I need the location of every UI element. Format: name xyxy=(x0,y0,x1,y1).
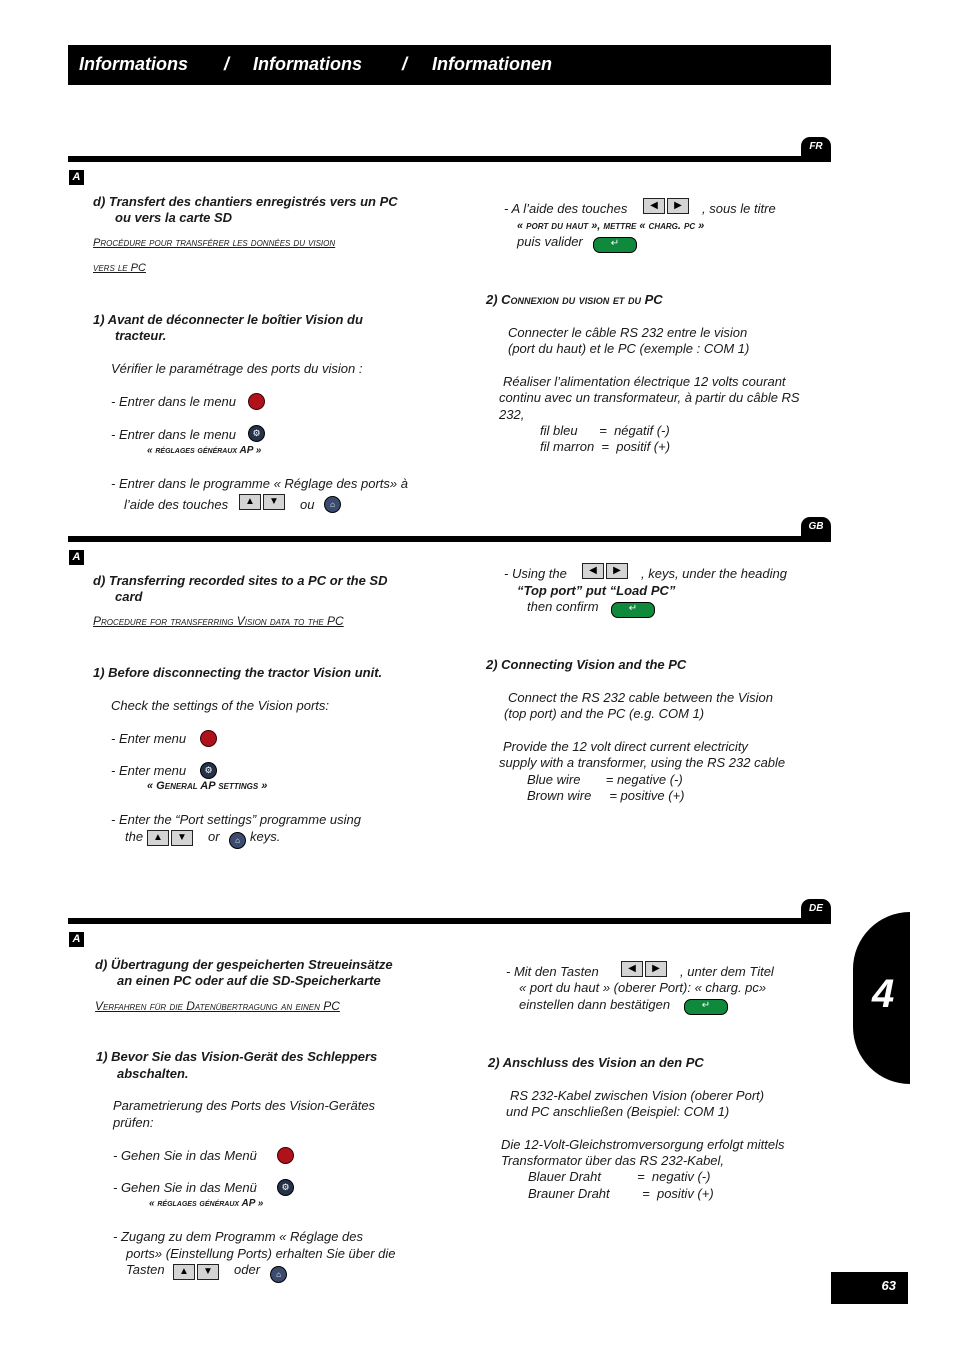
fr-title-line1: d) Transfert des chantiers enregistrés vers un PC xyxy=(93,194,398,209)
fr-wire1: fil bleu = négatif (-) xyxy=(540,423,670,438)
arrow-right-icon: ▶ xyxy=(667,198,689,214)
fr-title-line2: ou vers la carte SD xyxy=(115,210,233,225)
arrow-up-down-keys xyxy=(173,1264,219,1280)
arrow-left-right-keys xyxy=(643,198,689,214)
section-rule-fr xyxy=(68,156,831,162)
fr-wire2: fil marron = positif (+) xyxy=(540,439,671,454)
section-rule-gb xyxy=(68,536,831,542)
fr-step1-line1: 1) Avant de déconnecter le boîtier Vision du xyxy=(93,312,363,327)
de-step1-line1: 1) Bevor Sie das Vision-Gerät des Schleppers xyxy=(96,1049,378,1064)
arrow-up-down-keys xyxy=(239,494,285,510)
gb-item1: - Enter menu xyxy=(111,731,187,746)
arrow-left-icon: ◀ xyxy=(643,198,665,214)
gb-title-line1: d) Transferring recorded sites to a PC or the SD xyxy=(93,573,388,588)
lang-tag-fr: FR xyxy=(801,137,831,159)
de-r1-b: , unter dem Titel xyxy=(680,964,774,979)
marker-a-de: A xyxy=(69,932,84,947)
fr-r1-line2: « port du haut », mettre « charg. pc » xyxy=(517,220,705,232)
fr-item3-line2: l’aide des touches xyxy=(124,497,229,512)
fr-p2-line2: continu avec un transformateur, à partir du câble RS xyxy=(499,390,800,405)
gb-step1: 1) Before disconnecting the tractor Vision unit. xyxy=(93,665,383,680)
de-p2-line2: Transformator über das RS 232-Kabel, xyxy=(501,1153,725,1168)
gb-p1-line1: Connect the RS 232 cable between the Vision xyxy=(508,690,773,705)
home-icon: ⌂ xyxy=(270,1266,287,1283)
gb-item2-sub: « General AP settings » xyxy=(147,780,268,792)
gb-check-text: Check the settings of the Vision ports: xyxy=(111,698,329,713)
de-item2-sub: « réglages généraux AP » xyxy=(149,1198,264,1209)
gb-p2-line1: Provide the 12 volt direct current electricity xyxy=(503,739,748,754)
gb-item3-the: the xyxy=(125,829,144,844)
arrow-left-right-keys xyxy=(621,961,667,977)
fr-r1-b: , sous le titre xyxy=(702,201,776,216)
fr-step2: 2) Connexion du vision et du PC xyxy=(486,292,663,307)
red-menu-icon xyxy=(277,1147,294,1164)
de-p1-line1: RS 232-Kabel zwischen Vision (oberer Port) xyxy=(510,1088,765,1103)
arrow-left-right-keys xyxy=(582,563,628,579)
gb-r1-line3: then confirm xyxy=(527,599,599,614)
arrow-down-icon: ▼ xyxy=(263,494,285,510)
arrow-right-icon: ▶ xyxy=(645,961,667,977)
gb-r1-a: - Using the xyxy=(504,566,567,581)
enter-key-icon: ↵ xyxy=(611,602,655,618)
page-header xyxy=(68,45,831,85)
fr-r1-line3: puis valider xyxy=(517,234,583,249)
de-r1-line2: « port du haut » (oberer Port): « charg. pc» xyxy=(519,980,767,995)
gb-item3-or: or xyxy=(208,829,220,844)
enter-key-icon: ↵ xyxy=(684,999,728,1015)
lang-tag-de: DE xyxy=(801,899,831,921)
gb-r1-line2: “Top port” put “Load PC” xyxy=(517,583,676,598)
arrow-up-icon: ▲ xyxy=(147,830,169,846)
de-p2-line1: Die 12-Volt-Gleichstromversorgung erfolgt mittels xyxy=(501,1137,785,1152)
enter-key-icon: ↵ xyxy=(593,237,637,253)
fr-item1: - Entrer dans le menu xyxy=(111,394,237,409)
de-item3-or: oder xyxy=(234,1262,261,1277)
red-menu-icon xyxy=(248,393,265,410)
arrow-left-icon: ◀ xyxy=(582,563,604,579)
marker-a-fr: A xyxy=(69,170,84,185)
fr-check-text: Vérifier le paramétrage des ports du vision : xyxy=(111,361,363,376)
gb-p1-line2: (top port) and the PC (e.g. COM 1) xyxy=(504,706,705,721)
arrow-down-icon: ▼ xyxy=(171,830,193,846)
section-rule-de xyxy=(68,918,831,924)
gb-step2: 2) Connecting Vision and the PC xyxy=(486,657,687,672)
gb-title-line2: card xyxy=(115,589,143,604)
arrow-up-down-keys xyxy=(147,830,193,846)
de-item3-line1: - Zugang zu dem Programm « Réglage des xyxy=(113,1229,364,1244)
de-title-line1: d) Übertragung der gespeicherten Streueinsätze xyxy=(95,957,393,972)
fr-item2: - Entrer dans le menu xyxy=(111,427,237,442)
de-p1-line2: und PC anschließen (Beispiel: COM 1) xyxy=(506,1104,730,1119)
de-step1-line2: abschalten. xyxy=(117,1066,189,1081)
header-sep-1: / xyxy=(224,54,230,74)
de-r1-line3: einstellen dann bestätigen xyxy=(519,997,671,1012)
gb-procedure: Procedure for transferring Vision data to the PC xyxy=(93,614,344,628)
de-r1-a: - Mit den Tasten xyxy=(506,964,599,979)
de-procedure: Verfahren für die Datenübertragung an einen PC xyxy=(95,999,340,1013)
settings-menu-icon: ⚙ xyxy=(277,1179,294,1196)
fr-item3-or: ou xyxy=(300,497,315,512)
arrow-left-icon: ◀ xyxy=(621,961,643,977)
de-check-line2: prüfen: xyxy=(113,1115,154,1130)
de-wire2: Brauner Draht = positiv (+) xyxy=(528,1186,714,1201)
gb-item2: - Enter menu xyxy=(111,763,187,778)
lang-tag-gb: GB xyxy=(801,517,831,539)
header-title-gb: Informations xyxy=(253,54,363,74)
settings-menu-icon: ⚙ xyxy=(200,762,217,779)
fr-p2-line1: Réaliser l’alimentation électrique 12 volts courant xyxy=(503,374,786,389)
fr-procedure-line2: vers le PC xyxy=(93,262,146,274)
arrow-up-icon: ▲ xyxy=(173,1264,195,1280)
fr-procedure-line1: Procédure pour transférer les données du vision xyxy=(93,237,336,249)
page-number: 63 xyxy=(831,1272,908,1304)
fr-item2-sub: « réglages généraux AP » xyxy=(147,445,262,456)
header-sep-2: / xyxy=(402,54,408,74)
de-wire1: Blauer Draht = negativ (-) xyxy=(528,1169,711,1184)
fr-p2-line3: 232, xyxy=(499,407,525,422)
gb-wire2: Brown wire = positive (+) xyxy=(527,788,685,803)
arrow-down-icon: ▼ xyxy=(197,1264,219,1280)
chapter-number: 4 xyxy=(872,972,895,1016)
fr-p1-line1: Connecter le câble RS 232 entre le vision xyxy=(508,325,748,340)
de-item2: - Gehen Sie in das Menü xyxy=(113,1180,257,1195)
settings-menu-icon: ⚙ xyxy=(248,425,265,442)
home-icon: ⌂ xyxy=(229,832,246,849)
de-title-line2: an einen PC oder auf die SD-Speicherkarte xyxy=(117,973,381,988)
de-item1: - Gehen Sie in das Menü xyxy=(113,1148,257,1163)
gb-wire1: Blue wire = negative (-) xyxy=(527,772,683,787)
gb-r1-b: , keys, under the heading xyxy=(641,566,787,581)
gb-item3-keys: keys. xyxy=(250,829,281,844)
arrow-up-icon: ▲ xyxy=(239,494,261,510)
red-menu-icon xyxy=(200,730,217,747)
fr-item3-line1: - Entrer dans le programme « Réglage des ports» à xyxy=(111,476,408,491)
fr-step1-line2: tracteur. xyxy=(115,328,167,343)
fr-p1-line2: (port du haut) et le PC (exemple : COM 1) xyxy=(508,341,750,356)
de-check-line1: Parametrierung des Ports des Vision-Gerätes xyxy=(113,1098,376,1113)
de-step2: 2) Anschluss des Vision an den PC xyxy=(488,1055,704,1070)
header-title-de: Informationen xyxy=(432,54,552,74)
de-item3-line3: Tasten xyxy=(126,1262,165,1277)
header-title-fr: Informations xyxy=(79,54,189,74)
arrow-right-icon: ▶ xyxy=(606,563,628,579)
home-icon: ⌂ xyxy=(324,496,341,513)
de-item3-line2: ports» (Einstellung Ports) erhalten Sie über die xyxy=(126,1246,396,1261)
marker-a-gb: A xyxy=(69,550,84,565)
gb-item3-line1: - Enter the “Port settings” programme using xyxy=(111,812,361,827)
gb-p2-line2: supply with a transformer, using the RS 232 cable xyxy=(499,755,786,770)
fr-r1-a: - A l’aide des touches xyxy=(504,201,628,216)
